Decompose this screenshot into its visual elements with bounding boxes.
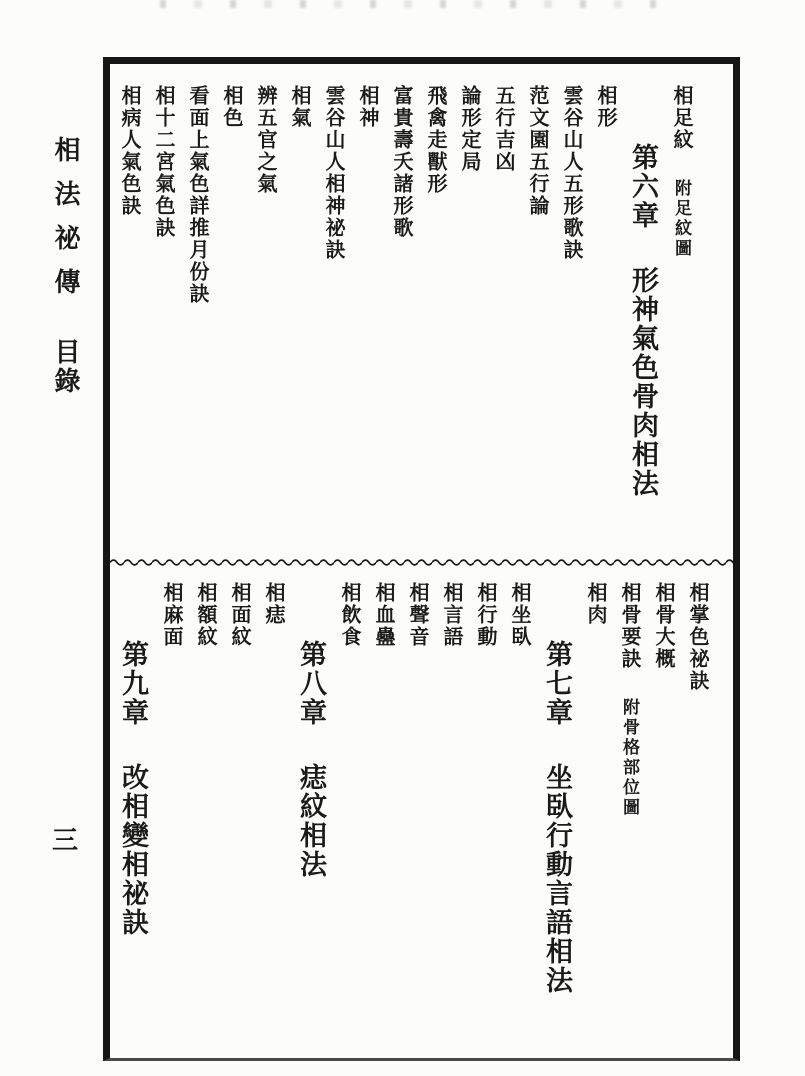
toc-entry — [190, 582, 220, 1058]
toc-entry — [284, 85, 314, 557]
entry-text: 相神 — [356, 85, 378, 129]
chapter-number: 第七章 — [542, 640, 572, 727]
entry-text: 相麻面 — [160, 582, 182, 648]
entry-text: 五行吉凶 — [492, 85, 514, 173]
toc-entry — [156, 582, 186, 1058]
entry-text: 相飲食 — [338, 582, 360, 648]
toc-entry — [318, 85, 348, 557]
scan-artifact-strip — [160, 0, 680, 8]
chapter-heading — [114, 582, 152, 1058]
page-number: 三 — [51, 826, 78, 855]
entry-text: 相形 — [594, 85, 616, 129]
entry-text: 相血蠱 — [372, 582, 394, 648]
toc-entry — [386, 85, 416, 557]
toc-entry — [216, 85, 246, 557]
chapter-title: 痣紋相法 — [296, 763, 326, 879]
entry-text: 論形定局 — [458, 85, 480, 173]
entry-text: 相足紋 — [670, 85, 692, 151]
book-title: 相法祕傳 — [51, 136, 80, 312]
entry-text: 相骨大概 — [652, 582, 674, 670]
entry-text: 相面紋 — [228, 582, 250, 648]
toc-entry — [590, 85, 620, 557]
toc-entry — [250, 85, 280, 557]
entry-text: 范文園五行論 — [526, 85, 548, 217]
toc-entry — [148, 85, 178, 557]
entry-text: 相十二宮氣色訣 — [152, 85, 174, 239]
toc-entry — [614, 582, 644, 1058]
toc-entry — [522, 85, 552, 557]
entry-text: 相行動 — [474, 582, 496, 648]
toc-entry — [470, 582, 500, 1058]
toc-entry — [352, 85, 382, 557]
toc-entry — [436, 582, 466, 1058]
toc-entry — [368, 582, 398, 1058]
entry-text: 相掌色祕訣 — [686, 582, 708, 692]
chapter-title: 形神氣色骨肉相法 — [628, 266, 658, 498]
entry-text: 相病人氣色訣 — [118, 85, 140, 217]
toc-frame — [103, 57, 740, 1061]
entry-text: 相氣 — [288, 85, 310, 129]
entry-text: 看面上氣色詳推月份訣 — [186, 85, 208, 305]
toc-entry — [258, 582, 288, 1058]
section-divider — [110, 557, 733, 567]
chapter-number: 第九章 — [118, 640, 148, 727]
entry-text: 相坐臥 — [508, 582, 530, 648]
chapter-number: 第八章 — [296, 640, 326, 727]
toc-section-bottom — [110, 567, 726, 1058]
entry-text: 雲谷山人相神祕訣 — [322, 85, 344, 261]
chapter-number: 第六章 — [628, 143, 658, 230]
toc-entry — [182, 85, 212, 557]
chapter-title: 坐臥行動言語相法 — [542, 763, 572, 995]
toc-entry — [488, 85, 518, 557]
entry-text: 相額紋 — [194, 582, 216, 648]
toc-section-top — [110, 64, 710, 557]
entry-text: 相骨要訣 — [618, 582, 640, 670]
toc-entry — [334, 582, 364, 1058]
chapter-heading — [292, 582, 330, 1058]
toc-entry — [402, 582, 432, 1058]
entry-subtext: 附足紋圖 — [672, 179, 691, 259]
toc-label: 目錄 — [51, 338, 80, 396]
toc-entry — [666, 85, 696, 557]
entry-text: 富貴壽夭諸形歌 — [390, 85, 412, 239]
entry-text: 相色 — [220, 85, 242, 129]
toc-entry — [556, 85, 586, 557]
entry-text: 辨五官之氣 — [254, 85, 276, 195]
toc-entry — [224, 582, 254, 1058]
spine-title-column — [50, 136, 80, 396]
entry-text: 相言語 — [440, 582, 462, 648]
toc-entry — [504, 582, 534, 1058]
chapter-title: 改相變相祕訣 — [118, 763, 148, 937]
entry-subtext: 附骨格部位圖 — [620, 698, 639, 818]
toc-entry — [114, 85, 144, 557]
toc-entry — [420, 85, 450, 557]
wavy-line-icon — [110, 557, 733, 567]
toc-entry — [648, 582, 678, 1058]
toc-entry — [682, 582, 712, 1058]
chapter-heading — [624, 85, 662, 557]
entry-text: 相痣 — [262, 582, 284, 626]
entry-text: 雲谷山人五形歌訣 — [560, 85, 582, 261]
toc-entry — [454, 85, 484, 557]
entry-text: 相聲音 — [406, 582, 428, 648]
toc-entry — [580, 582, 610, 1058]
entry-text: 飛禽走獸形 — [424, 85, 446, 195]
entry-text: 相肉 — [584, 582, 606, 626]
chapter-heading — [538, 582, 576, 1058]
